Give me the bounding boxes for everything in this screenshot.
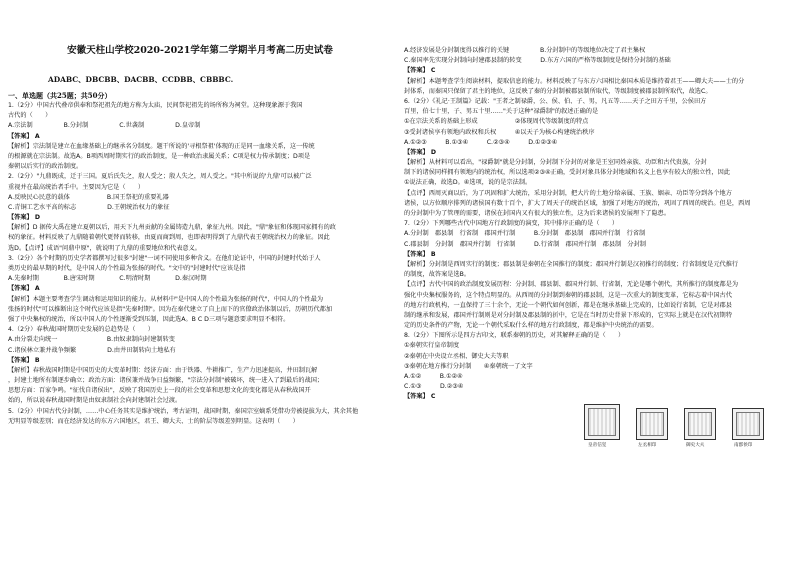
text-line: ，封建土地所有制逐步确立；政治方面：诸侯兼并战争日益频繁，"宗法分封制"被破坏，统一进入了到最后的战国； [8,377,324,385]
answer-key: ADABC、DBCBB、DACBB、CCDBB、CBBBC. [48,75,234,84]
seal-image [684,408,716,440]
seal-image [636,408,668,440]
text-line: 【答案】 B [404,250,436,258]
text-line: 的制度，故答案是选B。 [404,271,471,279]
text-line: 无明显等级差别；而在经济发达的东方六国地区，君王、卿大夫、士的阶层等级差别明显。这表明（ ） [8,417,299,425]
section-title: 一、单选题（共25题；共50分） [8,91,112,100]
seal-image [732,408,764,440]
text-line: 强化中央集权服务的，这个特点明显的。从西周的分封制到秦朝的郡县制，这是一次重大的制度变革，它标志着中国古代 [404,291,732,299]
text-line: 封体系，而秦国只保留了君主的地位，这反映了秦的分封制被郡县制所取代，等级制度被郡县制所取代，故选C。 [404,87,712,95]
text-line: 【答案】 D [404,148,437,156]
text-line: 重视并在最高统治者手中。主要因为它是（ ） [8,183,145,191]
text-line: 【解析】D 据传大禹在建立夏朝以后，用天下九州贡献的金属铸造九鼎，象征九州。因此，"鼎"象征和体现国家拥有的政 [8,224,336,232]
text-line: 1.（2分）中国古代叠帝供奉和祭祀祖先的地方称为太庙，民间祭祀祖先的场所称为祠堂。这种现象源于我国 [8,102,303,109]
text-line: 【答案】 C [404,393,436,401]
text-line: 2.（2分）"九鼎既成，迁于三国。夏后氏失之，殷人受之；殷人失之，周人受之。"其中所说的'九鼎'可以被广泛 [8,173,312,181]
seal-caption: 皇帝信玺 [588,443,607,448]
text-line: A.①②③ B.①③④ C.②③④ D.①②③④ [404,138,558,146]
text-line: C.①③ D.②③④ [404,383,464,391]
seal-caption: 左丞相印 [638,443,657,448]
text-line: 【点评】古代中国的政治制度发展历程：分封制、郡县制、郡国并行制、行省制，无论是哪个朝代，其所推行的制度都是为 [404,281,739,289]
text-line: ①秦朝实行皇帝制度 [404,342,460,350]
text-line: 诸侯，以方位顺序排列的诸侯国有数十百个，扩大了周天子的统治区域，加强了对地方的统治，巩固了西周的统治。但是，西周 [404,199,751,207]
text-line: ①在宗法关系的基础上形成 ②体现周代等级制度的特点 [404,118,589,126]
text-line: 制的继承和发展，郡国并行制则是对分封制及郡县制的折中，它是在当时历史背景下形成的，它实际上就是在汉代初期特 [404,311,732,319]
text-line: 张扬的时代"可以推断出这个时代应该是指"先秦时期"。因为在秦代建立了自上而下的官僚政治体制以后，历朝历代都加 [8,305,333,313]
text-line: 的分封制中为了管理的需要，诸侯在封国内又有很大的独立性，这为后来诸侯的发展埋下了隐患。 [404,210,671,217]
text-line: 【答案】 A [8,132,40,140]
text-line: A.经济发展是分封制度得以推行的关键 B.分封制中的等级地位决定了君主集权 [404,47,646,54]
seal-caption: 御史大夫 [686,443,705,448]
text-line: 制下的诸侯同样拥有领地内的统治权，所以选项②③④正确，受封对象具体分封地域和名义上也享有较大的独立性，因此 [404,169,731,177]
left-question-list [8,101,392,427]
text-line: ③秦朝在地方推行分封制 ④秦朝统一了文字 [404,362,533,370]
text-line: A.由分裂走向统一 B.由奴隶制向封建制转变 [8,336,175,344]
text-line: 7.（2分）下列哪些古代中国地方行政制度的演变，其中排序正确的是（ ） [404,220,619,228]
text-line: 【解析】分封制是西周实行的制度；郡县制是秦朝在全国推行的制度；郡国并行制是汉初推行的制度；行省制度是元代推行 [404,260,739,268]
text-line: 【答案】 C [404,67,436,75]
text-line: 权的象征。材料反映了九鼎随着朝代更替而转移，由夏而商到周，也即表明得到了九鼎代表王朝统治权力的象征。因此 [8,234,330,242]
text-line: C.秦国率先实现分封制向封建郡县制的转变 D.东方六国的严格等级制度是保持分封制的基础 [404,57,671,65]
text-line: 百里，伯七十里，子、男五十里……"关于这种"禄爵制"的叙述正确的是 [404,108,599,116]
text-line: ③受封诸侯享有领地内政权和兵权 ④以天子为核心构建统治秩序 [404,128,595,136]
text-line: 【解析】春秋战国时期是中国历史的大变革时期：经济方面：由于铁器、牛耕推广，生产力迅速提高，井田制瓦解 [8,366,318,374]
left-column [8,0,392,427]
seal-figure [580,404,770,466]
text-line: 定的历史条件的产物，无论一个朝代采取什么样的地方行政制度，都是维护中央统治的需要。 [404,322,658,330]
right-question-list [404,46,788,403]
text-line: 【解析】本题考查学生阅读材料，提取信息的能力。材料反映了与东方六国相比秦国本质是维持着君王——卿大夫——士的分 [404,77,745,85]
text-line: A.反映民心民意的载体 B.国王祭祀的重要礼器 [8,193,169,201]
text-line: ①说法正确，故选D。④选项，说的是宗法制。 [404,179,532,187]
text-line: 6.（2分）《礼记·王制篇》记载："王者之制禄爵，公、侯、伯、子、男，凡五等……天子之田方千里，公侯田方 [404,97,707,105]
text-line: 【答案】 B [8,356,40,364]
text-line: 类历史的最早期的时代，是中国人的个性最为张扬的时代。"文中的"封建时代"应该是指 [8,265,246,272]
text-line: A.分封制 郡县制 行省制 郡国并行制 B.分封制 郡县制 郡国并行制 行省制 [404,230,646,238]
text-line: 古代的（ ） [8,112,52,120]
text-line: 的地方行政机构，一直保持了三十余个，无论一个朝代如何创新，都是在继承基础上完成的，比如说行省制，它是对郡县 [404,301,732,309]
text-line: 【解析】宗法制是建立在血缘基础上的继承名分制度。题干所说的'寻根祭祖'体现的正是同一血缘关系，这一传统 [8,142,315,150]
text-line: C.青铜工艺水平高的标志 D.王朝统治权力的象征 [8,203,170,211]
text-line: 秦朝以后实行的政治制度。 [8,163,83,171]
text-line: C.诸侯林立兼并战争频繁 D.由井田制转向土地私有 [8,346,176,354]
text-line: 【答案】 D [8,214,41,222]
text-line: A.①② B.①②④ [404,373,463,380]
text-line: 4.（2分）春秋战国时期历史发展的总趋势是（ ） [8,326,154,334]
text-line: 【点评】西周灭商以后，为了巩固和扩大统治，采用分封制，把大片的土地分给亲属、王族、姻亲、功臣等分到各个地方 [404,189,732,197]
text-line: A.先秦时期 B.唐宋时期 C.明清时期 D.秦汉时期 [8,275,207,283]
text-line: 【解析】从材料可以看出，"禄爵制"就是分封制，分封制下分封的对象是王室同姓亲族、功臣和古代贵族，分封 [404,159,707,167]
seal-image [584,404,620,440]
text-line: 思想方面：百家争鸣。"征伐自诸侯出"，反映了我国历史上一段的社会变革和思想文化的变化都是从春秋战国开 [8,387,311,395]
text-line: 【答案】 A [8,285,40,293]
text-line: A.宗法制 B.分封制 C.世袭制 D.皇帝制 [8,122,201,130]
text-line: 的根源就在宗法制。故选A。B项西周时期实行的政治制度，是一种政治隶属关系；C项是权力传承制度；D项是 [8,152,311,160]
text-line: 8.（2分）下图所示是四方古印文，联系秦朝的历史，对其解释正确的是（ ） [404,332,625,340]
text-line: 始的，所以说春秋战国时期是由奴隶制社会向封建制社会过渡。 [8,397,182,405]
exam-title: 安徽天柱山学校2020-2021学年第二学期半月考高二历史试卷 [67,45,333,56]
text-line: 5.（2分）中国古代分封制，……中心任务其实是维护统治，考古证明，战国时期，秦国宗室嫡系凭借功劳被提拔为大，其余其他 [8,407,359,415]
seal-caption: 南郡侯印 [734,443,753,448]
right-column [404,0,788,403]
text-line: 强了中央集权的统治，所以中国人的个性逐渐受到压制，因此选A。B C D三项与题意要求明显不相符。 [8,315,290,323]
text-line: 【解析】本题主要考查学生调动和运用知识的能力。从材料中"是中国人的个性最为张扬的时代"，中国人的个性最为 [8,295,324,303]
text-line: C.郡县制 分封制 郡国并行制 行省制 D.行省制 郡国并行制 郡县制 分封制 [404,240,646,248]
text-line: 3.（2分）各个时期的历史学者都撰写过很多"封建"一词不同使用多种含义。在他们论证中，中国的封建时代始于人 [8,254,321,262]
text-line: ②秦朝在中央设立丞相、御史大夫等职 [404,352,509,360]
text-line: 选D。【点评】成语"问鼎中原"，就说明了九鼎的重要地位和代表意义。 [8,244,201,252]
